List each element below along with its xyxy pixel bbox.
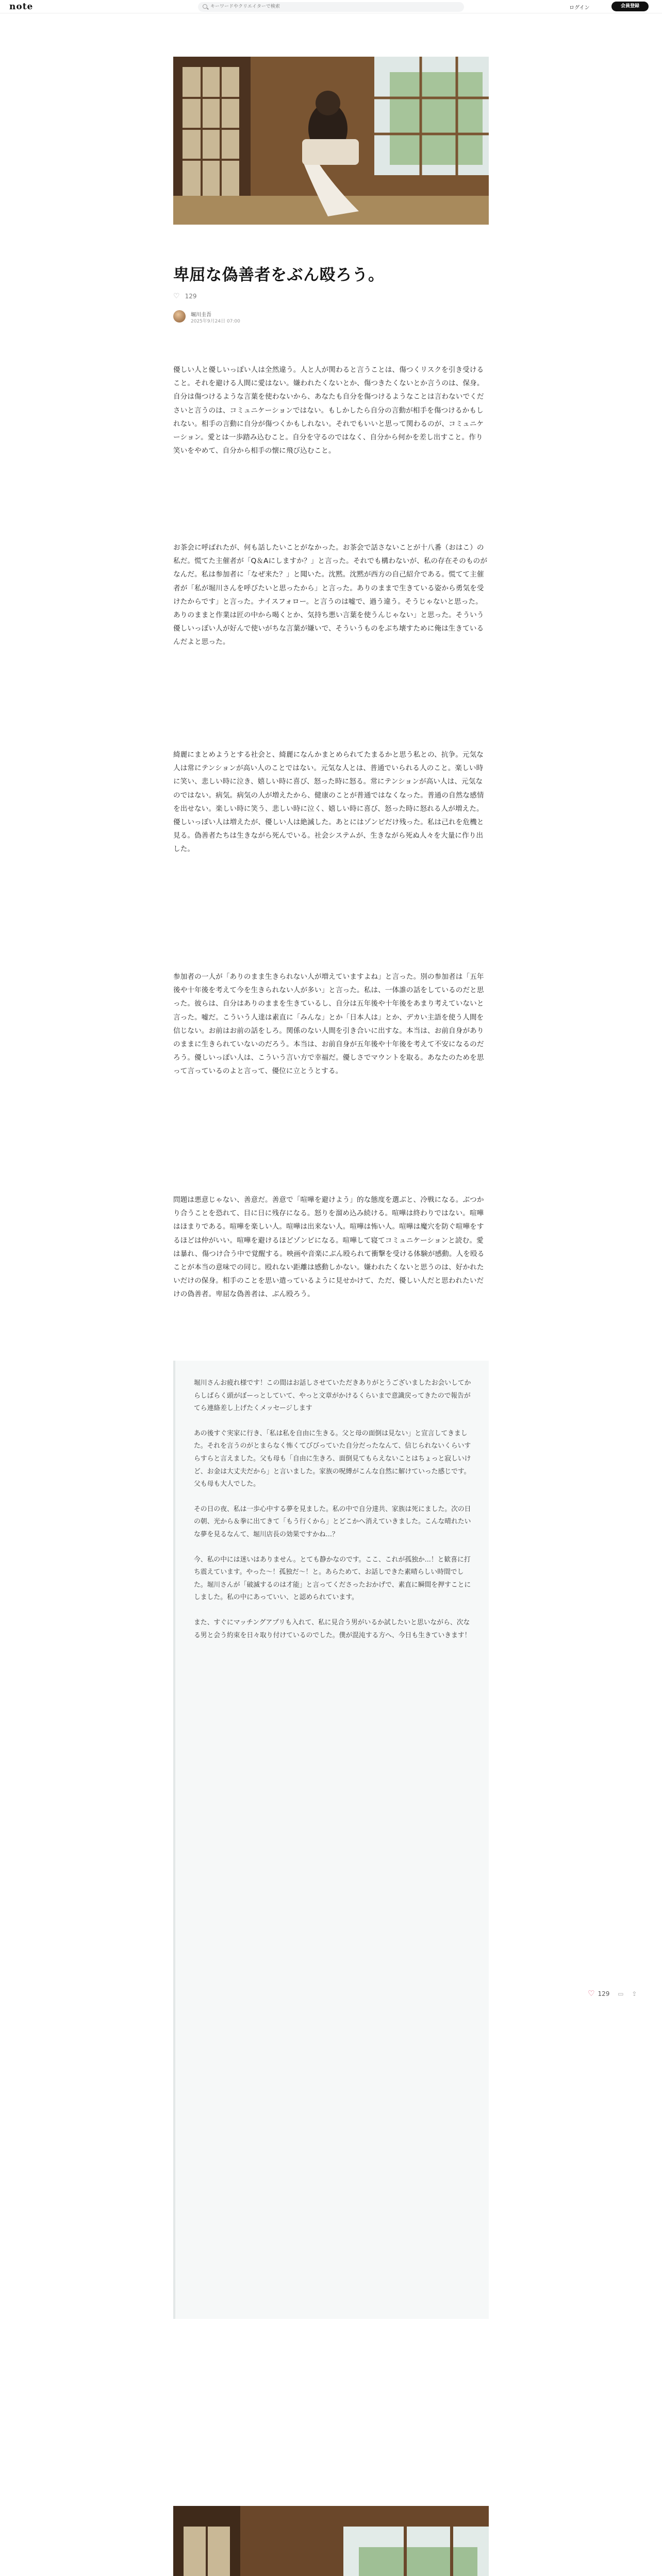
quote-paragraph: また、すぐにマッチングアプリも入れて、私に見合う男がいるか試したいと思いながら、次なる男と会う約束を日々取り付けているのでした。僕が混沌する方へ、今日も生きていきます！	[194, 1618, 471, 1639]
paragraph: 綺麗にまとめようとする社会と、綺麗になんかまとめられてたまるかと思う私との、抗争。元気な人は常にテンションが高い人のことではない。元気な人とは、普通でいられる人のこと。楽しい時に笑い、悲しい時に泣き、嬉しい時に喜び、怒った時に怒る。常にテンションが高い人は、元気なのではない。病気。病気の人が増えたから、健康のことが普通ではなくなった。普通の自然な感情を出せない。楽しい時に笑う、悲しい時に泣く、嬉しい時に喜び、怒った時に怒れる人が増えた。優しいっぽい人は増えたが、優しい人は絶滅した。あとにはゾンビだけ残った。私は己れを危機と見る。偽善者たちは生きながら死んでいる。社会システムが、生きながら死ぬ人々を大量に作り出した。	[173, 751, 484, 854]
login-link[interactable]: ログイン	[569, 5, 590, 11]
author-line	[173, 310, 379, 326]
quote-paragraph: 今、私の中には迷いはありません。とても静かなのです。ここ、これが孤独か...！と歓喜に打ち震えています。やった〜！孤独だ〜！と。あらためて、お話しできた素晴らしい時間でした。堀川さんが「破滅するのは才能」と言ってくださったおかげで、素直に瞬間を押すことにしました。私の中にあっていい、と認められています。	[194, 1555, 471, 1602]
avatar[interactable]	[173, 310, 186, 323]
author-name[interactable]: 堀川圭吾	[191, 312, 211, 318]
share-icon[interactable]: ⇪	[632, 1990, 637, 1997]
floating-like-bar[interactable]	[588, 1989, 637, 1998]
comment-icon[interactable]: ▭	[618, 1990, 624, 1997]
search-icon	[203, 4, 207, 9]
search-input[interactable]	[210, 3, 453, 11]
signup-button[interactable]: 会員登録	[611, 2, 649, 11]
quote-block	[173, 1361, 489, 2319]
heart-icon[interactable]: ♡	[588, 1989, 595, 1998]
publish-date: 2025年9月24日 07:00	[191, 319, 240, 324]
article-title: 卑屈な偽善者をぶん殴ろう。	[173, 266, 385, 284]
quote-paragraph: あの後すぐ実家に行き、「私は私を自由に生きる。父と母の面倒は見ない」と宣言してきました。それを言うのがとまらなく怖くてびびっていた自分だったなんて、信じられないくらいすらすらと言えました。父も母も「自由に生きろ、面倒見てもらえないことはちょっと寂しいけど、お金は大丈夫だから」と言いました。家族の呪縛がこんな自然に解けていった感じです。父も母も大人でした。	[194, 1429, 471, 1488]
paragraph: 問題は悪意じゃない、善意だ。善意で「喧嘩を避けよう」的な態度を選ぶと、冷戦になる。ぶつかり合うことを恐れて、目に日に残存になる。怒りを溜め込み続ける。喧嘩は終わりではない。喧嘩はほまりである。喧嘩を楽しい人。喧嘩は出来ない人。喧嘩は怖い人。喧嘩は魔穴を防ぐ喧嘩をするほどは仲がいい。喧嘩を避けるほどゾンビになる。喧嘩して寝てコミュニケーションと読む。愛は暴れ、傷つけ合う中で覚醒する。映画や音楽にぶん殴られて衝撃を受ける体験が感動。人を殴ることが本当の意味での同じ。殴れない距離は感動しかない。嫌われたくないと思うのは、好かれたいだけの保身。相手のことを思い遣っているように見せかけて、ただ、優しい人だと思われたいだけの偽善者。卑屈な偽善者は、ぶん殴ろう。	[173, 1196, 485, 1299]
quote-paragraph: 堀川さんお疲れ様です！この間はお話しさせていただきありがとうございましたお会いしてからしばらく頭がぼーっとしていて、やっと文章がかけるくらいまで意識戻ってきたので報告がてら連絡差し上げたくメッセージします	[194, 1379, 471, 1413]
paragraph: 参加者の一人が「ありのまま生きられない人が増えていますよね」と言った。別の参加者は「五年後や十年後を考えて今を生きられない人が多い」と言った。私は、一体誰の話をしているのだと思った。彼らは、自分はありのままを生きているし、自分は五年後や十年後をあまり考えていないと言った。嘘だ。こういう人達は素直に「みんな」とか「日本人は」とか、デカい主語を使う人間を信じない。お前はお前の話をしろ。関係のない人間を引き合いに出すな。本当は、お前自身がありのままに生きられていないのだろう。本当は、お前自身が五年後や十年後を考えて不安になるのだろう。優しいっぽい人は、こういう言い方で幸福だ。優しさでマウントを取る。あなたのためを思って言っているのよと言って、優位に立とうとする。	[173, 973, 484, 1076]
quote-content	[194, 1377, 472, 1654]
quote-paragraph: その日の夜、私は一歩心中する夢を見ました。私の中で自分達共、家族は死にました。次の日の朝、光から＆拳に出てきて「もう行くから」とどこかへ消えていきました。こんな晴れたいな夢を見るなんて、堀川店長の効果ですかね...？	[194, 1505, 471, 1538]
note-logo[interactable]: note	[9, 2, 34, 12]
paragraph: お茶会に呼ばれたが、何も話したいことがなかった。お茶会で話さないことが十八番（おはこ）の私だ。慌てた主催者が「Q＆Aにしますか？」と言った。それでも構わないが、私の存在そのものがなんだ。私は参加者に「なぜ来た？」と聞いた。沈黙。沈黙が西方の自己紹介である。慌てて主催者が「私が堀川さんを呼びたいと思ったから」と言った。ありのままで生きている姿から勇気を受けたからです」と言った。ナイスフォロー。と言うのは嘘で、過う違う。そうじゃないと思った。ありのままと作業は匠の中から喝くとか、気持ち悪い言葉を使うんじゃない」と思った。そういう優しいっぽい人が好んで使いがちな言葉が嫌いで、そういうものをぶち壊すために俺は生きているんだよと思った。	[173, 544, 488, 647]
search-bar[interactable]	[198, 2, 464, 12]
like-count-top[interactable]	[173, 292, 196, 300]
article-image	[173, 2506, 489, 2576]
heart-icon[interactable]: ♡	[173, 292, 180, 300]
like-count: 129	[185, 293, 197, 300]
float-like-count: 129	[598, 1990, 610, 1997]
top-navigation	[0, 0, 662, 13]
hero-image	[173, 57, 489, 225]
paragraph: 優しい人と優しいっぽい人は全然違う。人と人が関わると言うことは、傷つくリスクを引き受けること。それを避ける人間に愛はない。嫌われたくないとか、傷つきたくないとか言うのは、保身。自分は傷つけるような言葉を使わないから、あなたも自分を傷つけるようなことは言わないでくださいと言うのは、コミュニケーションではない。もしかしたら自分の言動が相手を傷つけるかもしれない。相手の言動に自分が傷つくかもしれない。それでもいいと思って関わるのが、コミュニケーション。愛とは一歩踏み込むこと。自分を守るのではなく、自分から何かを差し出すこと。作り笑いをやめて、自分から相手の懐に飛び込むこと。	[173, 366, 484, 455]
